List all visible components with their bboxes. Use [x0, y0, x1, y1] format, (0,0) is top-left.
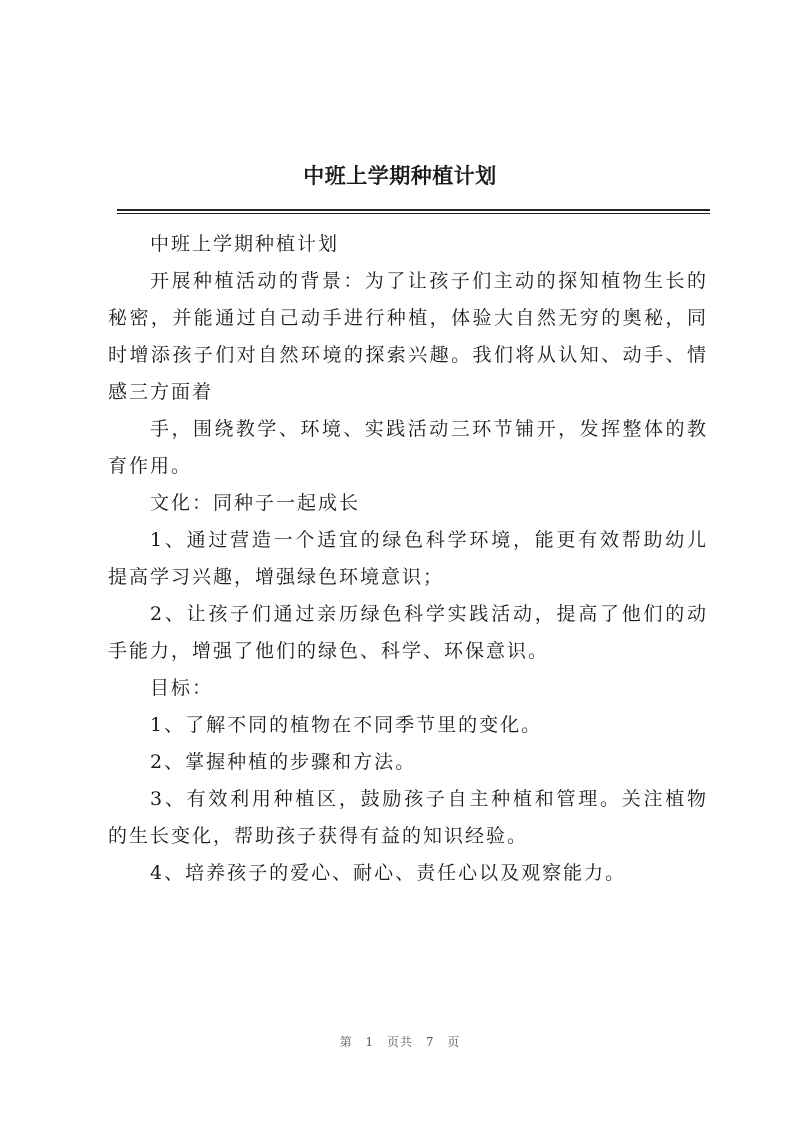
document-body	[108, 226, 708, 892]
paragraph-background-continued: 手，围绕教学、环境、实践活动三环节铺开，发挥整体的教育作用。	[108, 418, 708, 477]
paragraph-culture-heading: 文化：同种子一起成长	[150, 492, 361, 514]
paragraph-background: 开展种植活动的背景：为了让孩子们主动的探知植物生长的秘密，并能通过自己动手进行种植，体验大自然无穷的奥秘，同时增添孩子们对自然环境的探索兴趣。我们将从认知、动手、情感三方面着	[108, 270, 708, 403]
paragraph-subtitle: 中班上学期种植计划	[150, 233, 340, 255]
paragraph-culture-item-1: 1、通过营造一个适宜的绿色科学环境，能更有效帮助幼儿提高学习兴趣，增强绿色环境意识；	[108, 529, 708, 588]
paragraph-goal-2: 2、掌握种植的步骤和方法。	[150, 751, 417, 773]
paragraph-goals-heading: 目标：	[150, 677, 214, 699]
paragraph-culture-item-2: 2、让孩子们通过亲历绿色科学实践活动，提高了他们的动手能力，增强了他们的绿色、科学、环保意识。	[108, 603, 708, 662]
paragraph-goal-1: 1、了解不同的植物在不同季节里的变化。	[150, 714, 543, 736]
page-number-footer: 第 1 页共 7 页	[339, 1035, 461, 1049]
paragraph-goal-4: 4、培养孩子的爱心、耐心、责任心以及观察能力。	[150, 862, 627, 884]
title-divider	[117, 209, 710, 214]
paragraph-goal-3: 3、有效利用种植区，鼓励孩子自主种植和管理。关注植物的生长变化，帮助孩子获得有益的知识经验。	[108, 788, 708, 847]
document-title: 中班上学期种植计划	[303, 164, 497, 188]
